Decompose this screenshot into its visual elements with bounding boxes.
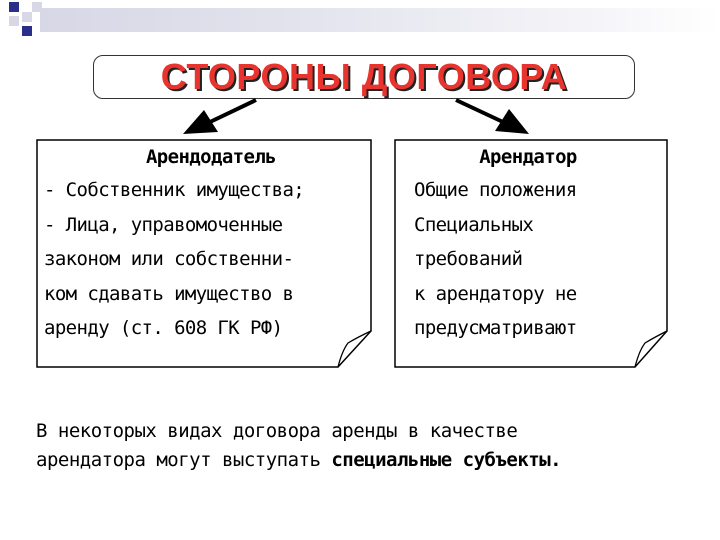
- lessor-card: [36, 139, 372, 368]
- arrow-left: [183, 100, 256, 134]
- list-item: Специальных: [414, 213, 534, 236]
- list-item: - Собственник имущества;: [44, 179, 305, 201]
- arrow-right: [456, 100, 529, 134]
- footnote-text: [36, 417, 716, 475]
- lessee-heading: Арендатор: [479, 146, 577, 168]
- list-item: - Лица, управомоченные: [44, 213, 283, 236]
- note-line-1: В некоторых видах договора аренды в качестве: [36, 420, 518, 442]
- lessor-heading: Арендодатель: [145, 146, 277, 168]
- list-item: к арендатору не: [414, 282, 577, 305]
- note-line-2-bold: специальные субъекты.: [331, 449, 562, 471]
- lessee-card: [394, 139, 668, 368]
- note-line-2-plain: арендатора могут выступать: [36, 449, 332, 471]
- list-item: предусматривают: [414, 317, 577, 339]
- page-title: СТОРОНЫ ДОГОВОРА: [160, 56, 568, 97]
- list-item: законом или собственни-: [44, 248, 294, 270]
- list-item: требований: [414, 248, 523, 270]
- list-item: ком сдавать имущество в: [44, 282, 294, 305]
- list-item: Общие положения: [414, 179, 577, 201]
- list-item: аренду (ст. 608 ГК РФ): [44, 317, 283, 339]
- note-line-2: [36, 446, 716, 475]
